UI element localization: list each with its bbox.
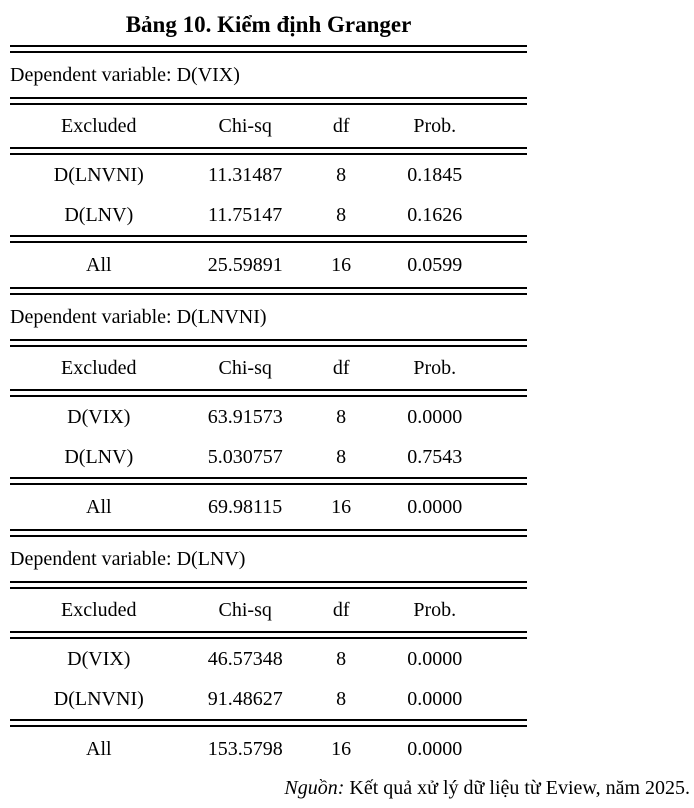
df-cell: 8 <box>336 203 347 226</box>
column-header-row <box>10 105 490 147</box>
excluded-cell: D(LNV) <box>64 445 134 468</box>
excluded-cell: D(VIX) <box>67 647 131 670</box>
double-rule <box>10 389 527 397</box>
prob-cell: 0.7543 <box>407 445 463 468</box>
double-rule <box>10 529 527 537</box>
column-header-prob: Prob. <box>413 356 457 379</box>
chisq-cell: 63.91573 <box>207 405 283 428</box>
prob-cell: 0.0000 <box>407 737 463 760</box>
table-row <box>10 155 490 195</box>
double-rule <box>10 147 527 155</box>
dependent-variable-label: Dependent variable: D(LNVNI) <box>10 305 267 328</box>
df-cell: 8 <box>336 163 347 186</box>
table-row <box>10 437 490 477</box>
df-cell: 16 <box>331 495 352 518</box>
dependent-variable-label: Dependent variable: D(LNV) <box>10 547 246 570</box>
table-row <box>10 679 490 719</box>
df-cell: 8 <box>336 687 347 710</box>
chisq-cell: 91.48627 <box>207 687 283 710</box>
df-cell: 8 <box>336 445 347 468</box>
excluded-cell: All <box>86 737 112 760</box>
all-row <box>10 485 490 529</box>
dependent-variable-label: Dependent variable: D(VIX) <box>10 63 240 86</box>
table-title: Bảng 10. Kiểm định Granger <box>125 12 412 37</box>
chisq-cell: 11.31487 <box>208 163 283 186</box>
prob-cell: 0.0000 <box>407 687 463 710</box>
prob-cell: 0.1845 <box>407 163 463 186</box>
excluded-cell: D(VIX) <box>67 405 131 428</box>
prob-cell: 0.0000 <box>407 405 463 428</box>
column-header-row <box>10 347 490 389</box>
column-header-row <box>10 589 490 631</box>
column-header-df: df <box>332 356 350 379</box>
excluded-cell: All <box>86 253 112 276</box>
chisq-cell: 25.59891 <box>207 253 283 276</box>
prob-cell: 0.0000 <box>407 647 463 670</box>
column-header-prob: Prob. <box>413 598 457 621</box>
column-header-chisq: Chi-sq <box>218 114 272 137</box>
df-cell: 8 <box>336 405 347 428</box>
source-text: Kết quả xử lý dữ liệu từ Eview, năm 2025. <box>344 777 690 799</box>
column-header-chisq: Chi-sq <box>218 356 272 379</box>
chisq-cell: 46.57348 <box>207 647 283 670</box>
chisq-cell: 153.5798 <box>207 737 283 760</box>
column-header-df: df <box>332 114 350 137</box>
column-header-df: df <box>332 598 350 621</box>
excluded-cell: D(LNVNI) <box>53 163 144 186</box>
source-note <box>0 774 690 802</box>
double-rule <box>10 339 527 347</box>
chisq-cell: 5.030757 <box>207 445 283 468</box>
prob-cell: 0.0000 <box>407 495 463 518</box>
double-rule <box>10 477 527 485</box>
excluded-cell: D(LNVNI) <box>53 687 144 710</box>
prob-cell: 0.0599 <box>407 253 463 276</box>
column-header-excluded: Excluded <box>61 598 137 621</box>
double-rule <box>10 235 527 243</box>
column-header-chisq: Chi-sq <box>218 598 272 621</box>
double-rule <box>10 581 527 589</box>
double-rule <box>10 631 527 639</box>
column-header-excluded: Excluded <box>61 356 137 379</box>
all-row <box>10 727 490 771</box>
double-rule <box>10 97 527 105</box>
table-row <box>10 639 490 679</box>
table-row <box>10 195 490 235</box>
column-header-excluded: Excluded <box>61 114 137 137</box>
prob-cell: 0.1626 <box>407 203 463 226</box>
double-rule <box>10 719 527 727</box>
excluded-cell: All <box>86 495 112 518</box>
df-cell: 8 <box>336 647 347 670</box>
chisq-cell: 69.98115 <box>208 495 283 518</box>
df-cell: 16 <box>331 737 352 760</box>
double-rule <box>10 45 527 53</box>
excluded-cell: D(LNV) <box>64 203 134 226</box>
df-cell: 16 <box>331 253 352 276</box>
chisq-cell: 11.75147 <box>208 203 283 226</box>
table-row <box>10 397 490 437</box>
column-header-prob: Prob. <box>413 114 457 137</box>
source-label: Nguồn: <box>284 777 345 799</box>
all-row <box>10 243 490 287</box>
double-rule <box>10 287 527 295</box>
